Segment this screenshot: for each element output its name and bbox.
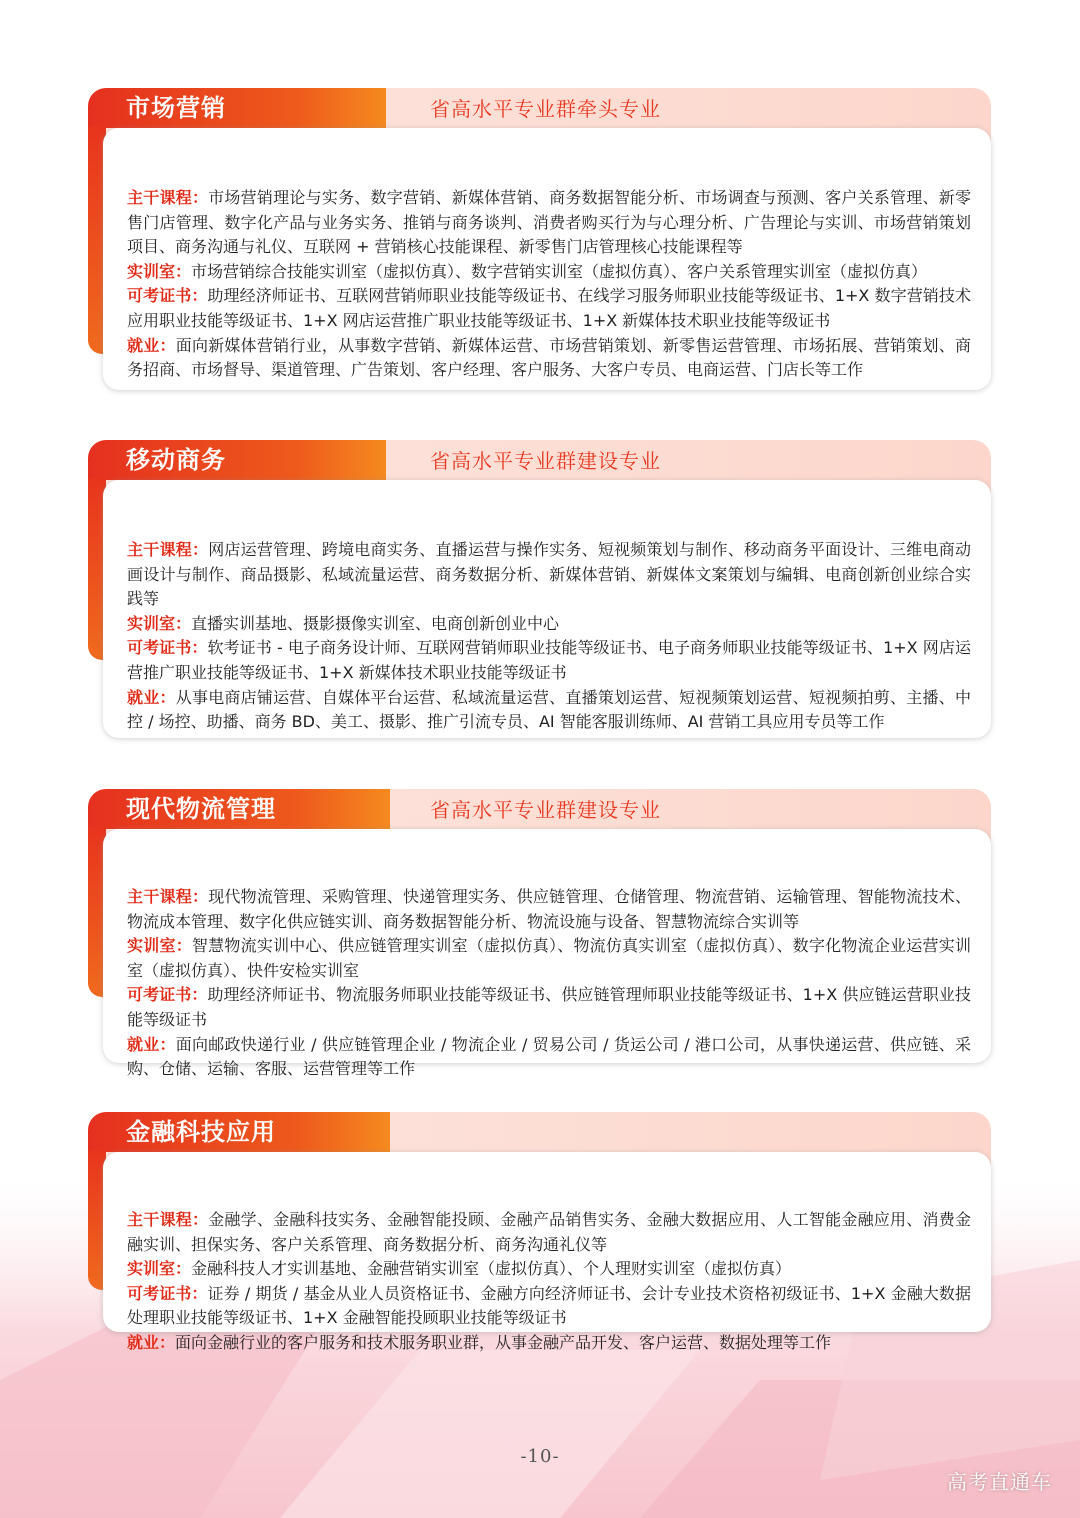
- section-title: 移动商务: [126, 446, 226, 474]
- labs-text: 直播实训基地、摄影摄像实训室、电商创新创业中心: [191, 613, 560, 633]
- jobs-text: 从事电商店铺运营、自媒体平台运营、私域流量运营、直播策划运营、短视频策划运营、短视频拍剪、主播、中控 / 场控、助播、商务 BD、美工、摄影、推广引流专员、AI 智能客服训练师、AI 营销工具应用专员等工作: [127, 687, 971, 732]
- section-subtitle: 省高水平专业群建设专业: [430, 798, 661, 822]
- courses-paragraph: [127, 1208, 971, 1257]
- courses-paragraph: [127, 885, 971, 934]
- section-card: [103, 480, 991, 738]
- courses-label: 主干课程：: [127, 887, 209, 906]
- labs-paragraph: [127, 1257, 971, 1282]
- section-logistics: [88, 789, 991, 1079]
- section-card: [103, 829, 991, 1079]
- jobs-label: 就业：: [127, 1034, 176, 1054]
- labs-label: 实训室：: [127, 1259, 192, 1279]
- section-card: [103, 1152, 991, 1352]
- jobs-paragraph: [127, 1033, 971, 1082]
- section-subtitle: 省高水平专业群建设专业: [430, 449, 661, 473]
- section-title-tab: [88, 440, 386, 480]
- section-title: 现代物流管理: [126, 795, 276, 823]
- labs-text: 智慧物流实训中心、供应链管理实训室（虚拟仿真）、物流仿真实训室（虚拟仿真）、数字化物流企业运营实训室（虚拟仿真）、快件安检实训室: [127, 936, 971, 980]
- certs-text: 助理经济师证书、物流服务师职业技能等级证书、供应链管理师职业技能等级证书、1+X 供应链运营职业技能等级证书: [127, 985, 971, 1029]
- courses-label: 主干课程：: [127, 188, 209, 207]
- jobs-paragraph: [127, 686, 971, 735]
- section-card: [103, 128, 991, 390]
- section-title-tab: [88, 88, 386, 128]
- certs-text: 助理经济师证书、互联网营销师职业技能等级证书、在线学习服务师职业技能等级证书、1+X 数字营销技术应用职业技能等级证书、1+X 网店运营推广职业技能等级证书、1+X 新媒体技术职业技能等级证书: [127, 286, 971, 330]
- certs-text: 软考证书 - 电子商务设计师、互联网营销师职业技能等级证书、电子商务师职业技能等级证书、1+X 网店运营推广职业技能等级证书、1+X 新媒体技术职业技能等级证书: [127, 638, 971, 682]
- certs-paragraph: [127, 636, 971, 685]
- section-fintech: [88, 1112, 991, 1352]
- watermark-text: 高考直通车: [947, 1470, 1052, 1494]
- jobs-label: 就业：: [127, 1332, 176, 1352]
- courses-text: 现代物流管理、采购管理、快递管理实务、供应链管理、仓储管理、物流营销、运输管理、智能物流技术、物流成本管理、数字化供应链实训、商务数据智能分析、物流设施与设备、智慧物流综合实训等: [127, 887, 971, 931]
- courses-text: 金融学、金融科技实务、金融智能投顾、金融产品销售实务、金融大数据应用、人工智能金融应用、消费金融实训、担保实务、客户关系管理、商务数据分析、商务沟通礼仪等: [127, 1210, 971, 1254]
- courses-paragraph: [127, 186, 971, 260]
- labs-label: 实训室：: [127, 261, 192, 281]
- certs-paragraph: [127, 1282, 971, 1331]
- courses-label: 主干课程：: [127, 540, 209, 559]
- jobs-label: 就业：: [127, 335, 176, 355]
- section-title: 市场营销: [126, 94, 226, 122]
- courses-text: 市场营销理论与实务、数字营销、新媒体营销、商务数据智能分析、市场调查与预测、客户关系管理、新零售门店管理、数字化产品与业务实务、推销与商务谈判、消费者购买行为与心理分析、广告理论与实训、市场营销策划项目、商务沟通与礼仪、互联网 + 营销核心技能课程、新零售门店管理核心技能课程等: [127, 188, 971, 257]
- section-title-tab: [88, 1112, 390, 1152]
- certs-label: 可考证书：: [127, 638, 208, 658]
- jobs-paragraph: [127, 1331, 971, 1356]
- labs-label: 实训室：: [127, 936, 192, 956]
- certs-text: 证券 / 期货 / 基金从业人员资格证书、金融方向经济师证书、会计专业技术资格初级证书、1+X 金融大数据处理职业技能等级证书、1+X 金融智能投顾职业技能等级证书: [127, 1283, 971, 1328]
- jobs-paragraph: [127, 334, 971, 383]
- labs-paragraph: [127, 934, 971, 983]
- jobs-text: 面向金融行业的客户服务和技术服务职业群，从事金融产品开发、客户运营、数据处理等工作: [175, 1332, 832, 1352]
- courses-text: 网店运营管理、跨境电商实务、直播运营与操作实务、短视频策划与制作、移动商务平面设计、三维电商动画设计与制作、商品摄影、私域流量运营、商务数据分析、新媒体营销、新媒体文案策划与编辑、电商创新创业综合实践等: [127, 540, 971, 609]
- certs-label: 可考证书：: [127, 1283, 208, 1303]
- labs-label: 实训室：: [127, 613, 192, 633]
- section-title-tab: [88, 789, 390, 829]
- certs-paragraph: [127, 983, 971, 1032]
- courses-paragraph: [127, 538, 971, 612]
- section-mobile-commerce: [88, 440, 991, 732]
- section-title: 金融科技应用: [126, 1118, 276, 1146]
- jobs-label: 就业：: [127, 687, 176, 707]
- labs-text: 市场营销综合技能实训室（虚拟仿真）、数字营销实训室（虚拟仿真）、客户关系管理实训室（虚拟仿真）: [191, 261, 928, 281]
- page-number: -10-: [520, 1446, 560, 1467]
- certs-paragraph: [127, 284, 971, 333]
- jobs-text: 面向新媒体营销行业，从事数字营销、新媒体运营、市场营销策划、新零售运营管理、市场拓展、营销策划、商务招商、市场督导、渠道管理、广告策划、客户经理、客户服务、大客户专员、电商运营、门店长等工作: [127, 335, 971, 380]
- section-subtitle: 省高水平专业群牵头专业: [430, 97, 661, 121]
- labs-paragraph: [127, 612, 971, 637]
- section-marketing: [88, 88, 991, 380]
- certs-label: 可考证书：: [127, 286, 208, 306]
- certs-label: 可考证书：: [127, 985, 208, 1005]
- labs-text: 金融科技人才实训基地、金融营销实训室（虚拟仿真）、个人理财实训室（虚拟仿真）: [191, 1259, 792, 1279]
- courses-label: 主干课程：: [127, 1210, 209, 1229]
- jobs-text: 面向邮政快递行业 / 供应链管理企业 / 物流企业 / 贸易公司 / 货运公司 / 港口公司，从事快递运营、供应链、采购、仓储、运输、客服、运营管理等工作: [127, 1034, 971, 1079]
- labs-paragraph: [127, 260, 971, 285]
